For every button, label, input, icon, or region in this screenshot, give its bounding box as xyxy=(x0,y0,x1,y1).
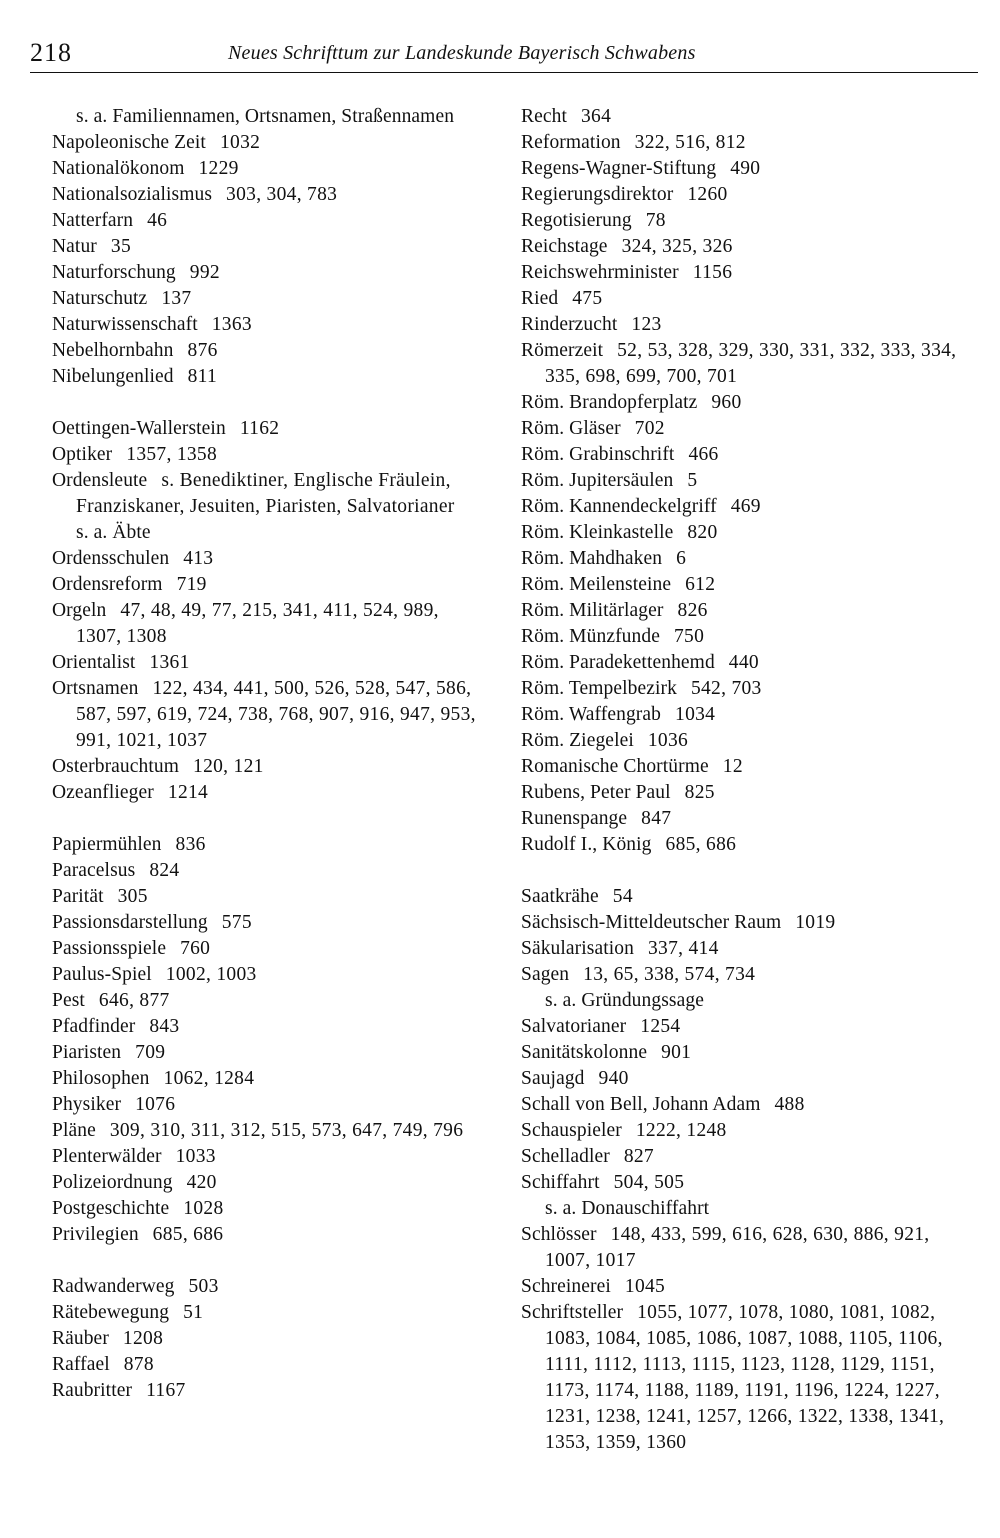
index-term: Röm. Militärlager xyxy=(521,600,664,621)
index-refs: 702 xyxy=(634,418,665,439)
index-term: Passionsspiele xyxy=(52,938,167,959)
index-refs: 1214 xyxy=(167,782,209,803)
index-term: Röm. Tempelbezirk xyxy=(521,678,677,699)
index-refs: 54 xyxy=(612,886,633,907)
index-term: Naturwissenschaft xyxy=(52,314,198,335)
index-entry xyxy=(52,182,482,208)
index-refs: 6 xyxy=(676,548,687,569)
index-entry xyxy=(521,780,961,806)
index-entry xyxy=(521,598,961,624)
index-refs: 685, 686 xyxy=(152,1224,224,1245)
index-entry xyxy=(52,130,482,156)
index-cross-reference xyxy=(521,988,961,1014)
index-term: Schelladler xyxy=(521,1146,610,1167)
index-entry xyxy=(52,1170,482,1196)
index-refs: 466 xyxy=(688,444,719,465)
index-entry xyxy=(521,1118,961,1144)
index-refs: 503 xyxy=(188,1276,219,1297)
section-gap xyxy=(52,390,482,416)
index-term: Romanische Chortürme xyxy=(521,756,709,777)
index-refs: 1028 xyxy=(183,1198,224,1219)
index-entry xyxy=(521,624,961,650)
index-cross-reference xyxy=(52,520,482,546)
index-refs: 1033 xyxy=(175,1146,216,1167)
index-entry xyxy=(52,650,482,676)
index-entry xyxy=(521,208,961,234)
index-refs: 901 xyxy=(661,1042,692,1063)
index-entry xyxy=(52,1222,482,1248)
page-number: 218 xyxy=(30,38,72,67)
index-term: Piaristen xyxy=(52,1042,122,1063)
index-refs: 1363 xyxy=(211,314,252,335)
index-refs: 719 xyxy=(176,574,207,595)
index-term: Röm. Brandopferplatz xyxy=(521,392,698,413)
index-entry xyxy=(521,104,961,130)
index-entry xyxy=(521,494,961,520)
index-refs: 305 xyxy=(117,886,148,907)
index-term: Röm. Meilensteine xyxy=(521,574,672,595)
index-term: Regens-Wagner-Stiftung xyxy=(521,158,717,179)
index-term: Nebelhornbahn xyxy=(52,340,174,361)
index-refs: 1076 xyxy=(135,1094,176,1115)
index-refs: 878 xyxy=(123,1354,154,1375)
index-refs: 992 xyxy=(189,262,220,283)
index-refs: 836 xyxy=(175,834,206,855)
index-entry xyxy=(52,208,482,234)
index-refs: 51 xyxy=(183,1302,204,1323)
index-term: Schlösser xyxy=(521,1224,597,1245)
index-term: Ortsnamen xyxy=(52,678,139,699)
index-entry xyxy=(52,416,482,442)
index-entry xyxy=(52,546,482,572)
index-entry xyxy=(52,962,482,988)
index-term: Säkularisation xyxy=(521,938,634,959)
index-entry xyxy=(521,702,961,728)
index-cross-reference xyxy=(521,1196,961,1222)
index-refs: 820 xyxy=(687,522,718,543)
index-refs: 120, 121 xyxy=(193,756,264,777)
index-entry xyxy=(52,468,482,520)
index-entry xyxy=(521,962,961,988)
index-term: Osterbrauchtum xyxy=(52,756,180,777)
index-entry xyxy=(521,234,961,260)
index-refs: 475 xyxy=(572,288,603,309)
index-refs: 1032 xyxy=(219,132,261,153)
index-entry xyxy=(521,182,961,208)
index-entry xyxy=(52,988,482,1014)
index-term: Parität xyxy=(52,886,104,907)
index-refs: 1162 xyxy=(239,418,280,439)
index-refs: 542, 703 xyxy=(690,678,762,699)
index-term: Reichswehrminister xyxy=(521,262,679,283)
index-term: Schiffahrt xyxy=(521,1172,600,1193)
index-entry xyxy=(52,1274,482,1300)
index-entry xyxy=(52,910,482,936)
index-column-left xyxy=(52,104,482,1404)
index-refs: 364 xyxy=(580,106,612,127)
index-refs: 940 xyxy=(598,1068,629,1089)
index-refs: 750 xyxy=(673,626,705,647)
index-refs: 1002, 1003 xyxy=(165,964,257,985)
index-term: Naturforschung xyxy=(52,262,176,283)
index-entry xyxy=(521,754,961,780)
index-entry xyxy=(521,650,961,676)
index-entry xyxy=(521,1066,961,1092)
page-header xyxy=(30,38,978,73)
index-refs: 1019 xyxy=(795,912,836,933)
index-term: Reformation xyxy=(521,132,621,153)
index-refs: 488 xyxy=(774,1094,805,1115)
index-refs: 825 xyxy=(684,782,715,803)
index-term: Röm. Jupitersäulen xyxy=(521,470,674,491)
index-term: Nationalökonom xyxy=(52,158,185,179)
index-refs: 137 xyxy=(161,288,192,309)
index-term: Schreinerei xyxy=(521,1276,611,1297)
index-refs: 122, 434, 441, 500, 526, 528, 547, 586, 587, 597, 619, 724, 738, 768, 907, 916, 947, 953, 991, 1021, 1037 xyxy=(76,678,476,751)
index-entry xyxy=(521,676,961,702)
index-term: Natterfarn xyxy=(52,210,134,231)
index-term: Sanitätskolonne xyxy=(521,1042,648,1063)
index-refs: 324, 325, 326 xyxy=(621,236,733,257)
index-entry xyxy=(521,572,961,598)
index-refs: 148, 433, 599, 616, 628, 630, 886, 921, 1007, 1017 xyxy=(545,1224,930,1271)
index-entry xyxy=(521,1300,961,1456)
index-term: Orgeln xyxy=(52,600,107,621)
index-term: Nibelungenlied xyxy=(52,366,174,387)
index-term: Reichstage xyxy=(521,236,608,257)
index-entry xyxy=(521,416,961,442)
index-refs: 123 xyxy=(631,314,662,335)
index-term: Röm. Paradekettenhemd xyxy=(521,652,715,673)
index-term: Rinderzucht xyxy=(521,314,618,335)
index-entry xyxy=(52,1092,482,1118)
index-refs: 1045 xyxy=(624,1276,666,1297)
index-refs: 646, 877 xyxy=(98,990,170,1011)
index-refs: 843 xyxy=(149,1016,180,1037)
index-term: s. a. Donauschiffahrt xyxy=(545,1198,710,1219)
index-term: Postgeschichte xyxy=(52,1198,170,1219)
index-entry xyxy=(521,156,961,182)
index-refs: 709 xyxy=(135,1042,166,1063)
index-entry xyxy=(52,598,482,650)
index-term: Naturschutz xyxy=(52,288,148,309)
index-term: Paracelsus xyxy=(52,860,136,881)
index-refs: 13, 65, 338, 574, 734 xyxy=(583,964,756,985)
index-entry xyxy=(52,1300,482,1326)
index-term: Rubens, Peter Paul xyxy=(521,782,671,803)
index-entry xyxy=(521,1092,961,1118)
index-refs: 1357, 1358 xyxy=(126,444,218,465)
index-refs: s. Benediktiner, Englische Fräulein, Franziskaner, Jesuiten, Piaristen, Salvatorianer xyxy=(76,470,455,517)
index-entry xyxy=(52,572,482,598)
section-gap xyxy=(52,1248,482,1274)
index-entry xyxy=(521,884,961,910)
index-term: Sagen xyxy=(521,964,570,985)
index-term: Ordensreform xyxy=(52,574,163,595)
index-term: Plenterwälder xyxy=(52,1146,162,1167)
index-term: Ordensschulen xyxy=(52,548,170,569)
index-refs: 811 xyxy=(187,366,218,387)
index-entry xyxy=(521,312,961,338)
index-entry xyxy=(521,936,961,962)
index-refs: 760 xyxy=(180,938,211,959)
index-term: Rätebewegung xyxy=(52,1302,170,1323)
index-term: Passionsdarstellung xyxy=(52,912,208,933)
index-entry xyxy=(52,442,482,468)
index-entry xyxy=(52,156,482,182)
index-entry xyxy=(521,1222,961,1274)
index-term: Röm. Waffengrab xyxy=(521,704,662,725)
index-entry xyxy=(52,832,482,858)
index-term: s. a. Gründungssage xyxy=(545,990,704,1011)
index-term: Oettingen-Wallerstein xyxy=(52,418,226,439)
index-entry xyxy=(521,520,961,546)
index-term: Orientalist xyxy=(52,652,136,673)
index-refs: 960 xyxy=(711,392,742,413)
index-refs: 1208 xyxy=(122,1328,164,1349)
index-refs: 1254 xyxy=(640,1016,681,1037)
index-term: Schriftsteller xyxy=(521,1302,624,1323)
index-term: Schauspieler xyxy=(521,1120,622,1141)
index-entry xyxy=(521,130,961,156)
index-term: Röm. Münzfunde xyxy=(521,626,660,647)
index-refs: 309, 310, 311, 312, 515, 573, 647, 749, 796 xyxy=(109,1120,464,1141)
index-refs: 47, 48, 49, 77, 215, 341, 411, 524, 989, 1307, 1308 xyxy=(76,600,439,647)
index-term: Runenspange xyxy=(521,808,628,829)
index-entry xyxy=(52,754,482,780)
index-term: Regotisierung xyxy=(521,210,632,231)
index-entry xyxy=(521,1170,961,1196)
index-refs: 469 xyxy=(730,496,761,517)
index-refs: 322, 516, 812 xyxy=(634,132,746,153)
index-entry xyxy=(521,442,961,468)
index-refs: 827 xyxy=(623,1146,654,1167)
index-term: Rudolf I., König xyxy=(521,834,652,855)
index-term: Saujagd xyxy=(521,1068,585,1089)
index-entry xyxy=(52,1144,482,1170)
index-entry xyxy=(52,312,482,338)
index-term: Nationalsozialismus xyxy=(52,184,213,205)
index-term: Pläne xyxy=(52,1120,96,1141)
index-refs: 420 xyxy=(186,1172,217,1193)
index-refs: 826 xyxy=(677,600,708,621)
index-refs: 1036 xyxy=(647,730,689,751)
index-term: Privilegien xyxy=(52,1224,139,1245)
index-refs: 1361 xyxy=(149,652,190,673)
index-refs: 1260 xyxy=(687,184,728,205)
index-term: Röm. Kleinkastelle xyxy=(521,522,674,543)
index-term: Röm. Kannendeckelgriff xyxy=(521,496,717,517)
index-cross-reference xyxy=(52,104,482,130)
index-refs: 52, 53, 328, 329, 330, 331, 332, 333, 334, 335, 698, 699, 700, 701 xyxy=(545,340,957,387)
index-entry xyxy=(52,1196,482,1222)
index-refs: 847 xyxy=(641,808,672,829)
index-term: Röm. Ziegelei xyxy=(521,730,634,751)
index-entry xyxy=(52,1352,482,1378)
index-entry xyxy=(52,1326,482,1352)
index-entry xyxy=(52,234,482,260)
index-refs: 1062, 1284 xyxy=(163,1068,255,1089)
index-refs: 5 xyxy=(687,470,698,491)
index-term: Optiker xyxy=(52,444,113,465)
index-term: Röm. Gläser xyxy=(521,418,621,439)
index-entry xyxy=(521,832,961,858)
index-refs: 824 xyxy=(149,860,180,881)
index-refs: 440 xyxy=(728,652,759,673)
index-refs: 685, 686 xyxy=(665,834,737,855)
index-entry xyxy=(521,260,961,286)
index-entry xyxy=(52,1066,482,1092)
index-entry xyxy=(52,676,482,754)
index-entry xyxy=(52,364,482,390)
index-term: s. a. Äbte xyxy=(76,522,151,543)
index-term: Regierungsdirektor xyxy=(521,184,674,205)
index-refs: 490 xyxy=(730,158,761,179)
index-term: Recht xyxy=(521,106,567,127)
index-term: Natur xyxy=(52,236,97,257)
index-term: Paulus-Spiel xyxy=(52,964,152,985)
index-entry xyxy=(521,910,961,936)
index-refs: 876 xyxy=(187,340,218,361)
index-entry xyxy=(521,1040,961,1066)
index-refs: 12 xyxy=(722,756,743,777)
index-term: Raubritter xyxy=(52,1380,133,1401)
index-entry xyxy=(521,728,961,754)
index-refs: 46 xyxy=(147,210,168,231)
index-entry xyxy=(521,1274,961,1300)
index-entry xyxy=(521,338,961,390)
index-column-right xyxy=(521,104,961,1456)
index-refs: 337, 414 xyxy=(647,938,719,959)
index-entry xyxy=(52,936,482,962)
index-refs: 575 xyxy=(221,912,252,933)
section-gap xyxy=(521,858,961,884)
index-entry xyxy=(52,338,482,364)
index-refs: 413 xyxy=(183,548,214,569)
index-term: Saatkrähe xyxy=(521,886,599,907)
index-entry xyxy=(521,390,961,416)
index-entry xyxy=(52,780,482,806)
index-term: Philosophen xyxy=(52,1068,150,1089)
index-entry xyxy=(521,468,961,494)
index-term: Papiermühlen xyxy=(52,834,162,855)
index-term: Ried xyxy=(521,288,559,309)
index-term: Polizeiordnung xyxy=(52,1172,173,1193)
index-refs: 612 xyxy=(685,574,716,595)
index-refs: 504, 505 xyxy=(613,1172,685,1193)
index-term: Schall von Bell, Johann Adam xyxy=(521,1094,761,1115)
index-term: Salvatorianer xyxy=(521,1016,627,1037)
index-term: Radwanderweg xyxy=(52,1276,175,1297)
index-term: Räuber xyxy=(52,1328,109,1349)
index-term: Sächsisch-Mitteldeutscher Raum xyxy=(521,912,782,933)
section-gap xyxy=(52,806,482,832)
index-term: Röm. Grabinschrift xyxy=(521,444,675,465)
index-entry xyxy=(52,1378,482,1404)
index-term: Römerzeit xyxy=(521,340,604,361)
index-term: Physiker xyxy=(52,1094,122,1115)
index-term: Pfadfinder xyxy=(52,1016,136,1037)
index-entry xyxy=(521,806,961,832)
index-entry xyxy=(52,858,482,884)
index-entry xyxy=(52,260,482,286)
index-refs: 1156 xyxy=(692,262,733,283)
index-refs: 1034 xyxy=(675,704,716,725)
index-refs: 1222, 1248 xyxy=(635,1120,727,1141)
index-entry xyxy=(521,1014,961,1040)
index-term: Ordensleute xyxy=(52,470,148,491)
index-term: Pest xyxy=(52,990,85,1011)
index-refs: 1229 xyxy=(198,158,239,179)
index-refs: 303, 304, 783 xyxy=(226,184,338,205)
index-entry xyxy=(52,884,482,910)
index-refs: 1055, 1077, 1078, 1080, 1081, 1082, 1083, 1084, 1085, 1086, 1087, 1088, 1105, 1106, 1111, 1112, 1113, 1115, 1123, 1128, 1129, 1151, 1173, 1174, 1188, 1189, 1191, 1196, 1224, 1227, 1231, 1238, 1241, 1257, 1266, 1322, 1338, 1341, 1353, 1359, 1360 xyxy=(545,1302,945,1453)
index-term: s. a. Familiennamen, Ortsnamen, Straßennamen xyxy=(76,106,455,127)
index-entry xyxy=(52,1118,482,1144)
index-entry xyxy=(521,1144,961,1170)
index-term: Napoleonische Zeit xyxy=(52,132,206,153)
index-refs: 78 xyxy=(645,210,666,231)
index-entry xyxy=(52,286,482,312)
index-term: Raffael xyxy=(52,1354,110,1375)
index-entry xyxy=(52,1014,482,1040)
index-refs: 35 xyxy=(110,236,132,257)
index-refs: 1167 xyxy=(146,1380,186,1401)
running-title: Neues Schrifttum zur Landeskunde Bayerisch Schwabens xyxy=(228,42,696,64)
index-entry xyxy=(52,1040,482,1066)
index-entry xyxy=(521,546,961,572)
index-term: Ozeanflieger xyxy=(52,782,154,803)
index-entry xyxy=(521,286,961,312)
index-term: Röm. Mahdhaken xyxy=(521,548,663,569)
